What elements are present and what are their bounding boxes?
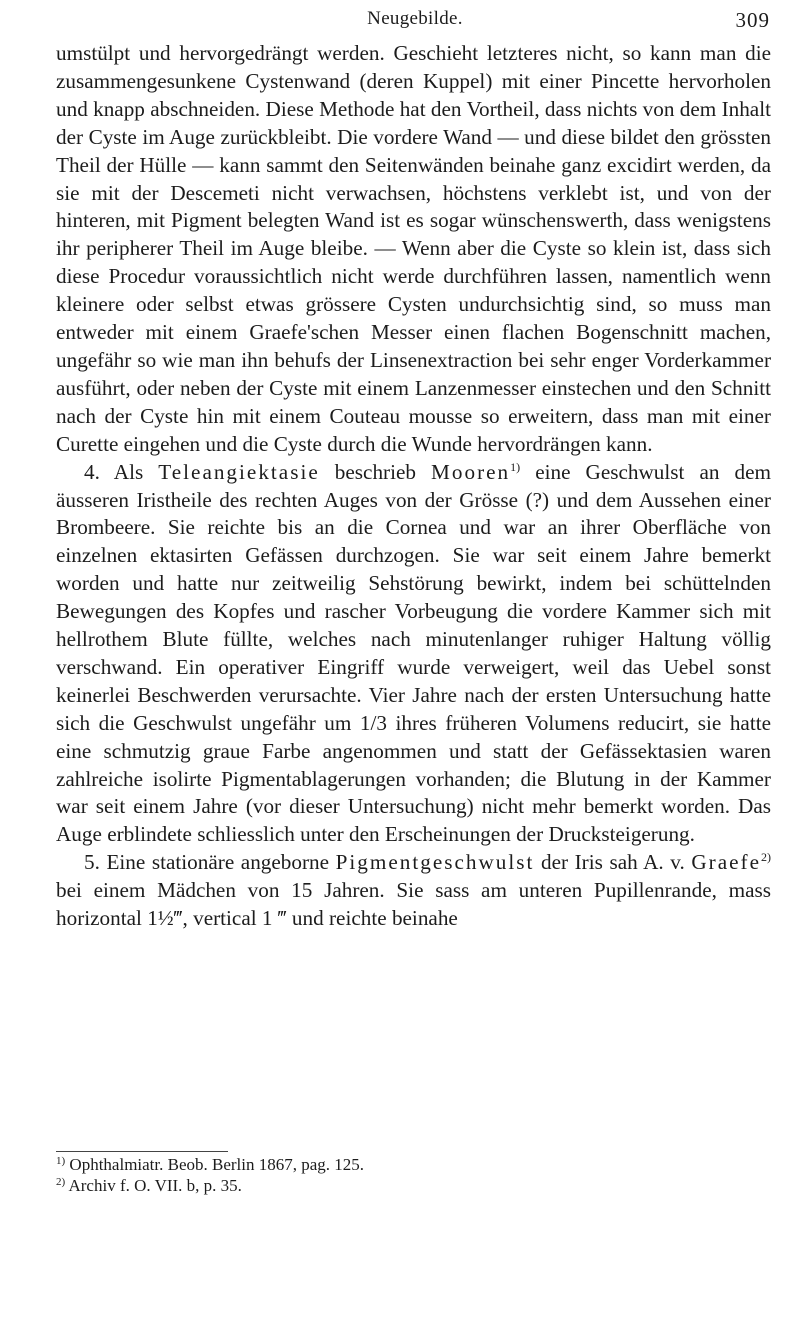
footnote — [56, 1154, 771, 1175]
footnote-text: Ophthalmiatr. Beob. Berlin 1867, pag. 125. — [69, 1155, 365, 1174]
page-number: 309 — [735, 8, 770, 32]
text-run: 1/3 — [359, 710, 387, 735]
footnote-ref: 1) — [510, 459, 521, 474]
text-run: 4. Als — [84, 459, 159, 484]
paragraph — [56, 849, 771, 933]
footnote — [56, 1175, 771, 1196]
text-run: bei einem Mädchen von 15 Jahren. Sie sass am unteren Pupillenrande, mass horizontal 1½‴, vertical 1 ‴ und reichte beinahe — [56, 878, 771, 931]
text-run: 5. Eine stationäre angeborne — [84, 850, 336, 875]
footnote-text: Archiv f. O. VII. b, p. 35. — [68, 1176, 242, 1195]
paragraph — [56, 40, 771, 459]
footnote-mark: 1) — [56, 1155, 66, 1167]
spaced-term: Mooren — [431, 459, 511, 484]
footnote-rule — [56, 1151, 228, 1152]
text-run: beschrieb — [319, 459, 432, 484]
text-run: der Iris sah A. v. — [534, 850, 692, 875]
spaced-term: Teleangiektasie — [158, 459, 320, 484]
text-run: ihres früheren Volumens reducirt, sie hatte eine schmutzig graue Farbe angenommen und statt der Gefässektasien waren zahlreiche isolirte Pigmentablagerungen vorhanden; die Blutung in der Kammer war seit einem Jahre (vor dieser Untersuchung) nicht mehr bemerkt worden. Das Auge erblindete schliesslich unter den Erscheinungen der Drucksteigerung. — [56, 710, 772, 847]
spaced-term: Graefe — [691, 850, 761, 875]
page-header — [60, 8, 770, 34]
footnotes — [56, 1154, 771, 1196]
body-text — [56, 40, 771, 933]
running-head: Neugebilde. — [367, 8, 463, 29]
footnote-ref: 2) — [761, 850, 771, 865]
footnote-mark: 2) — [56, 1176, 66, 1188]
spaced-term: Pigmentgeschwulst — [335, 850, 535, 875]
text-run: umstülpt und hervorgedrängt werden. Geschieht letzteres nicht, so kann man die zusammengesunkene Cystenwand (deren Kuppel) mit einer Pincette hervorholen und knapp abschneiden. Diese Methode hat den Vortheil, dass nichts von dem Inhalt der Cyste im Auge zurückbleibt. Die vordere Wand — und diese bildet den grössten Theil der Hülle — kann sammt den Seitenwänden beinahe ganz excidirt werden, da sie mit der Descemeti nicht verwachsen, höchstens verklebt ist, und von der hinteren, mit Pigment belegten Wand ist es sogar wünschenswerth, dass wenigstens ihr peripherer Theil im Auge bleibe. — Wenn aber die Cyste so klein ist, dass sich diese Procedur voraussichtlich nicht werde durchführen lassen, namentlich wenn kleinere oder selbst etwas grössere Cysten undurchsichtig sind, so muss man entweder mit einem Graefe'schen Messer einen flachen Bogenschnitt machen, ungefähr so wie man ihn behufs der Linsenextraction bei sehr enger Vorderkammer ausführt, oder neben der Cyste mit einem Lanzenmesser einstechen und den Schnitt nach der Cyste hin mit einem Couteau mousse so erweitern, dass man mit einer Curette eingehen und die Cyste durch die Wunde hervordrängen kann. — [56, 41, 771, 456]
paragraph — [56, 459, 771, 850]
text-run: eine Geschwulst an dem äusseren Iristheile des rechten Auges von der Grösse (?) und dem Aussehen einer Brombeere. Sie reichte bis an die Cornea und war an ihrer Oberfläche von einzelnen ektasirten Gefässen durchzogen. Sie war seit einem Jahre bemerkt worden und hatte nur zeitweilig Sehstörung bewirkt, indem bei schüttelnden Bewegungen des Kopfes und rascher Vorbeugung die vordere Kammer sich mit hellrothem Blute füllte, welches nach minutenlanger ruhiger Haltung völlig verschwand. Ein operativer Eingriff wurde verweigert, weil das Uebel sonst keinerlei Beschwerden verursachte. Vier Jahre nach der ersten Untersuchung hatte sich die Geschwulst ungefähr um — [56, 459, 771, 735]
